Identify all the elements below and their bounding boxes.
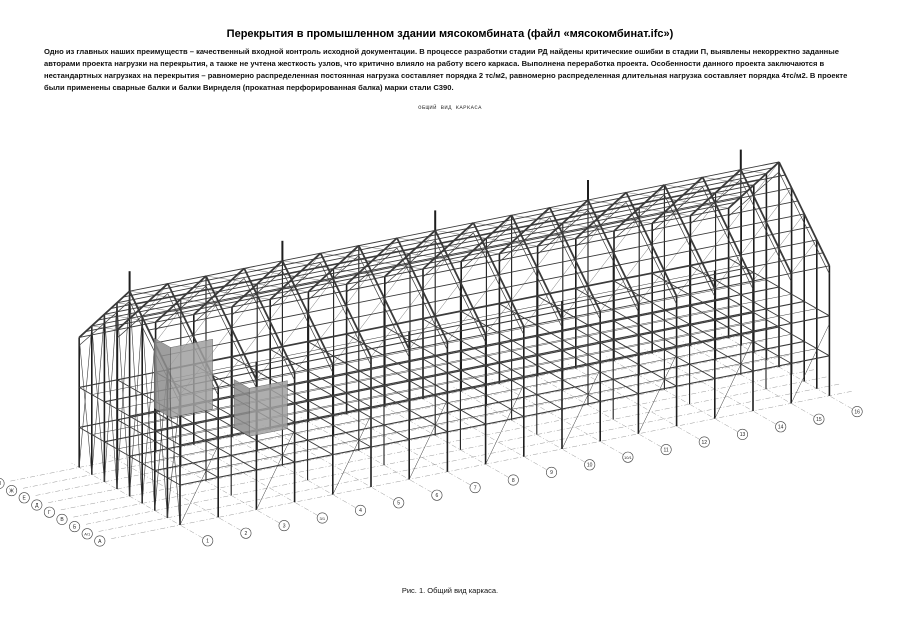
roof-brace (308, 279, 334, 313)
roof-brace (397, 290, 423, 324)
roof-brace (524, 208, 550, 242)
frame-svg (9, 110, 870, 580)
gable-brace (117, 303, 130, 496)
equipment-unit (249, 381, 287, 437)
letter-axis-label: Б (72, 524, 77, 531)
letter-axis-label: Ж (9, 488, 14, 495)
number-axis-label: 4 (359, 508, 362, 515)
number-axis-label: 7 (473, 485, 477, 492)
number-axis-label: 2 (244, 531, 248, 537)
number-axis-label: 9 (550, 470, 553, 477)
floor-beam (130, 327, 779, 456)
roof-brace (244, 320, 270, 354)
roof-brace (371, 238, 397, 272)
roof-purlin (92, 197, 741, 326)
letter-axis-label: А/1 (84, 531, 91, 537)
grid-axis-line-letter (23, 341, 764, 492)
roof-brace (537, 234, 563, 268)
view-label: ОБЩИЙ ВИД КАРКАСА (418, 104, 482, 111)
roof-brace (588, 252, 614, 286)
number-axis-label: 3/1 (319, 515, 326, 521)
roof-brace (282, 313, 308, 347)
gable-brace (79, 337, 92, 474)
roof-brace (690, 203, 716, 237)
roof-brace (639, 185, 665, 219)
roof-brace (473, 275, 499, 309)
number-axis-label: 10 (586, 462, 593, 469)
wall-brace (562, 369, 600, 449)
wall-brace (256, 430, 294, 510)
number-axis-label: 13 (739, 432, 746, 439)
roof-brace (358, 298, 384, 332)
gable-brace (92, 326, 105, 482)
roof-brace (486, 215, 512, 249)
letter-axis-label: В (60, 517, 64, 524)
wall-brace (486, 385, 524, 465)
number-axis-label: 12 (701, 439, 708, 446)
roof-brace (219, 268, 245, 302)
letter-axis-label: А (98, 538, 102, 545)
roof-purlin (104, 185, 753, 314)
roof-purlin (130, 162, 779, 291)
roof-brace (626, 244, 652, 278)
figure-caption: Рис. 1. Общий вид каркаса. (401, 586, 499, 595)
roof-brace (333, 246, 359, 280)
number-axis-label: 11 (663, 447, 669, 454)
axis-grid-lines (10, 334, 852, 539)
roof-brace (320, 305, 346, 339)
roof-brace (410, 230, 436, 264)
gable-brace (79, 326, 92, 468)
roof-purlin (155, 214, 804, 343)
roof-brace (664, 237, 690, 271)
frame-isometric-drawing (9, 110, 870, 580)
number-axis-label: 5 (397, 500, 401, 507)
roof-brace (257, 261, 283, 295)
roof-brace (384, 264, 410, 298)
floor-beam (117, 320, 766, 449)
number-axis-label: 10/1 (624, 455, 632, 460)
roof-brace (142, 284, 168, 318)
floor-beam (117, 280, 766, 409)
roof-brace (562, 200, 588, 234)
grid-axis-line-letter (111, 391, 852, 539)
letter-axis-label: Д (35, 502, 39, 509)
roof-brace (702, 229, 728, 263)
grid-axis-line-letter (10, 334, 751, 482)
number-axis-label: 6 (435, 493, 439, 499)
roof-brace (435, 282, 461, 316)
roof-brace (460, 249, 486, 282)
roof-brace (155, 310, 181, 344)
number-axis-label: 15 (816, 417, 822, 423)
document-title: Перекрытия в промышленном здании мясокомбината (файл «мясокомбинат.ifc») (226, 28, 674, 40)
roof-brace (231, 294, 257, 328)
number-axis-label: 3 (282, 523, 286, 530)
equipment-unit (234, 380, 249, 437)
steel-frame (79, 150, 829, 525)
number-axis-label: 16 (854, 409, 860, 416)
grid-axis-line-letter (36, 348, 777, 496)
roof-brace (295, 253, 321, 287)
roof-brace (601, 192, 627, 226)
roof-brace (180, 276, 206, 310)
description-paragraph: Одно из главных наших преимуществ – качественный входной контроль исходной документации. В процессе разработки стадии РД найдены критические ошибки в стадии П, выявлены некорректно заданные авторами проекта нагрузки на перекрытия, а также не учтена жесткость узлов, что критично влияло на работу всего каркаса. Выполнена переработка проекта. Особенности данного проекта заключаются в нестандартных нагрузках на перекрытия – равномерно распределенная постоянная нагрузка составляет порядка 2 тс/м2, равномерно распределенная длительная нагрузка составляет порядка 4тс/м2. В проекте были применены сварные балки и балки Вирнделя (прокатная перфорированная балка) марки стали С390. (44, 47, 848, 92)
roof-brace (448, 223, 474, 256)
roof-brace (549, 260, 575, 294)
number-axis-label: 14 (777, 424, 784, 431)
letter-axis-label: Е (22, 495, 26, 502)
equipment-unit (154, 338, 170, 417)
roof-brace (613, 218, 639, 252)
roof-brace (511, 267, 537, 301)
letter-axis-label: Г (48, 510, 51, 516)
roof-brace (715, 170, 741, 204)
number-axis-label: 1 (206, 538, 210, 545)
roof-brace (677, 177, 703, 211)
equipment-unit (171, 339, 213, 417)
number-axis-label: 8 (511, 477, 515, 484)
gable-brace (104, 303, 117, 482)
